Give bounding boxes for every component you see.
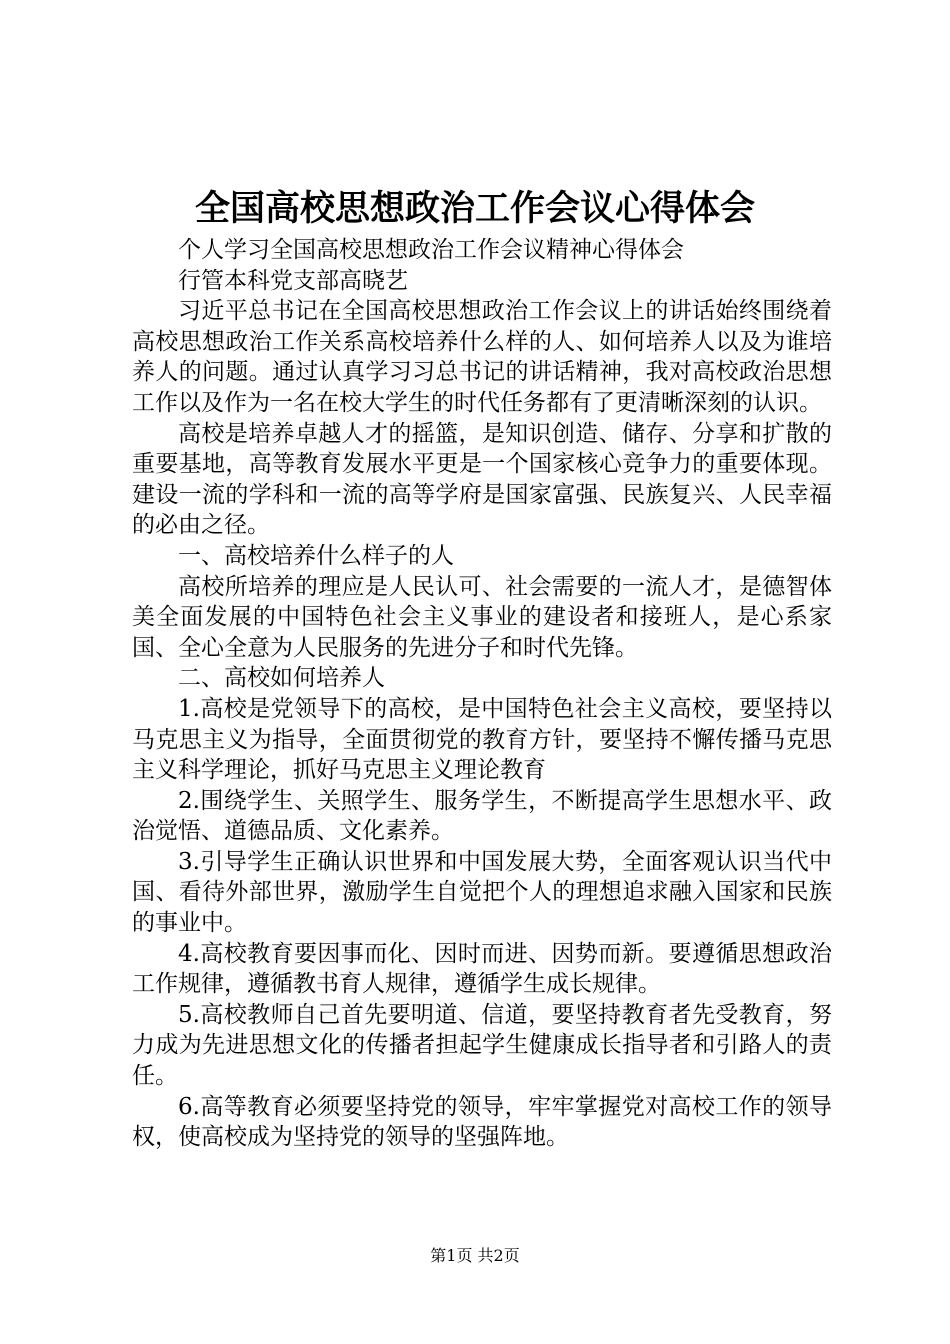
document-body [132,235,832,1153]
list-item: 3.引导学生正确认识世界和中国发展大势，全面客观认识当代中国、看待外部世界，激励学生自觉把个人的理想追求融入国家和民族的事业中。 [132,848,832,937]
author-line: 行管本科党支部高晓艺 [178,267,408,294]
list-item: 2.围绕学生、关照学生、服务学生，不断提高学生思想水平、政治觉悟、道德品质、文化素养。 [132,787,832,845]
list-item: 6.高等教育必须要坚持党的领导，牢牢掌握党对高校工作的领导权，使高校成为坚持党的领导的坚强阵地。 [132,1093,832,1151]
page-footer [0,1244,950,1268]
section-heading: 二、高校如何培养人 [178,665,385,692]
body-paragraph: 高校所培养的理应是人民认可、社会需要的一流人才，是德智体美全面发展的中国特色社会主义事业的建设者和接班人，是心系家国、全心全意为人民服务的先进分子和时代先锋。 [132,573,832,661]
body-paragraph: 高校是培养卓越人才的摇篮，是知识创造、储存、分享和扩散的重要基地，高等教育发展水平更是一个国家核心竞争力的重要体现。建设一流的学科和一流的高等学府是国家富强、民族复兴、人民幸福的必由之径。 [132,420,832,539]
list-item: 1.高校是党领导下的高校，是中国特色社会主义高校，要坚持以马克思主义为指导，全面贯彻党的教育方针，要坚持不懈传播马克思主义科学理论，抓好马克思主义理论教育 [132,695,832,784]
page-indicator: 第1页 共2页 [430,1246,520,1265]
list-item: 5.高校教师自己首先要明道、信道，要坚持教育者先受教育，努力成为先进思想文化的传播者担起学生健康成长指导者和引路人的责任。 [132,1001,832,1090]
subtitle-paragraph: 个人学习全国高校思想政治工作会议精神心得体会 [178,237,684,263]
document-title: 全国高校思想政治工作会议心得体会 [194,188,755,229]
body-paragraph: 习近平总书记在全国高校思想政治工作会议上的讲话始终围绕着高校思想政治工作关系高校培养什么样的人、如何培养人以及为谁培养人的问题。通过认真学习习总书记的讲话精神，我对高校政治思想工作以及作为一名在校大学生的时代任务都有了更清晰深刻的认识。 [132,298,832,416]
list-item: 4.高校教育要因事而化、因时而进、因势而新。要遵循思想政治工作规律，遵循教书育人规律，遵循学生成长规律。 [132,940,832,998]
section-heading: 一、高校培养什么样子的人 [178,542,454,569]
